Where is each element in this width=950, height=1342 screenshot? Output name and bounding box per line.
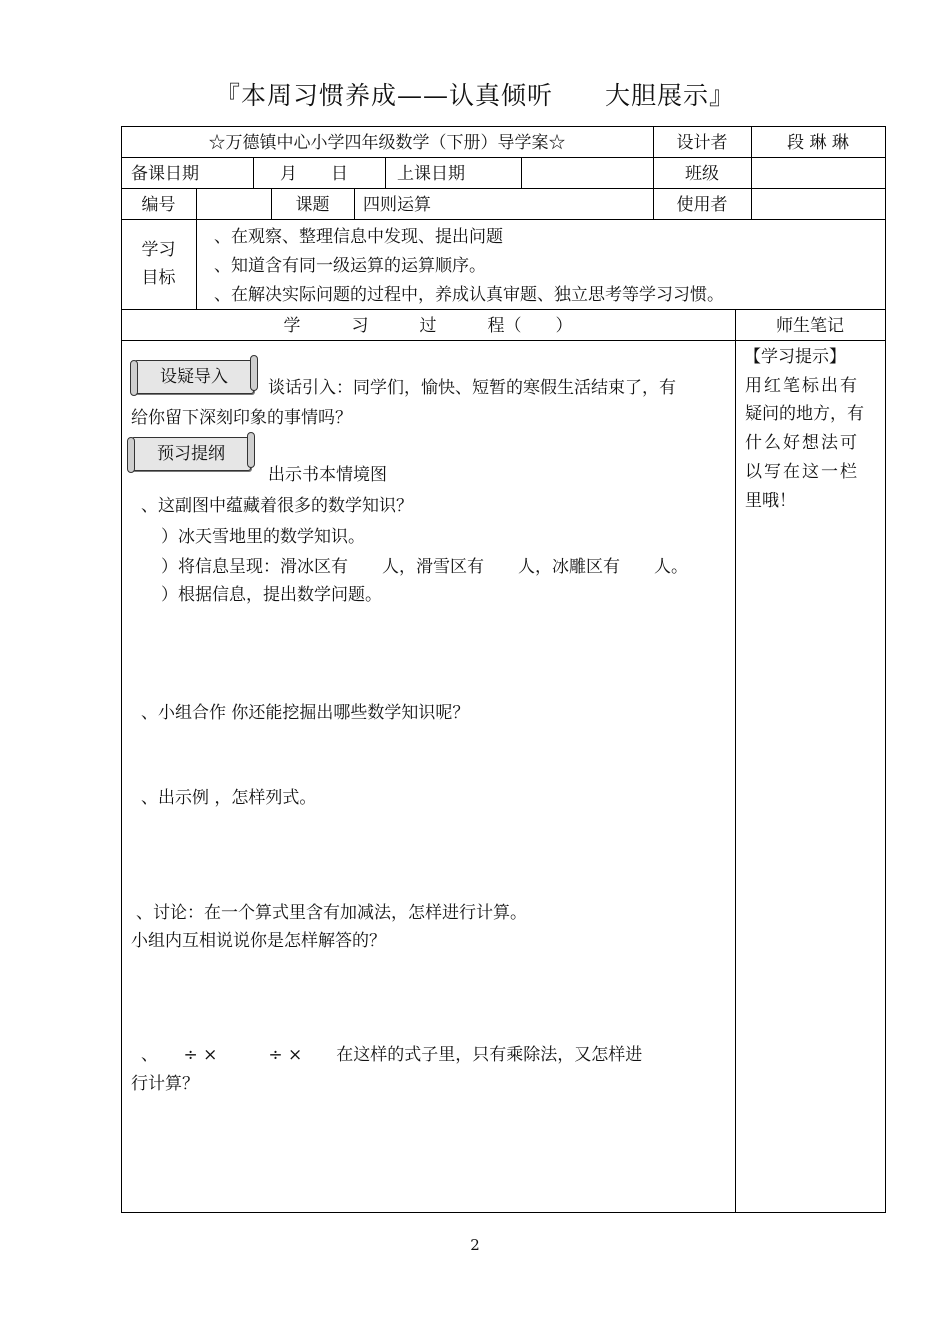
- question-1a: ）冰天雪地里的数学知识。: [161, 527, 365, 547]
- col-divider: [196, 219, 197, 309]
- topic-label: 课题: [295, 195, 330, 215]
- month-day: 月 日: [280, 164, 348, 184]
- col-divider: [385, 157, 386, 188]
- tip-title: 【学习提示】: [744, 347, 846, 367]
- tip-line-4: 以写在这一栏: [745, 462, 859, 482]
- tip-line-3: 什么好想法可: [745, 433, 859, 453]
- tip-line-1: 用红笔标出有: [745, 376, 859, 396]
- table-border-bottom: [121, 1212, 886, 1213]
- page-title: 『本周习惯养成——认真倾听 大胆展示』: [214, 81, 735, 110]
- number-label: 编号: [141, 195, 176, 215]
- process-heading: 学 习 过 程（ ）: [283, 316, 573, 336]
- designer-name: 段 琳 琳: [787, 133, 849, 153]
- col-divider: [354, 188, 355, 219]
- goals-label-1: 学习: [141, 240, 176, 260]
- row-divider: [121, 340, 886, 341]
- question-2: 、小组合作 你还能挖掘出哪些数学知识呢？: [141, 703, 470, 723]
- col-divider: [253, 157, 254, 188]
- preview-text: 出示书本情境图: [268, 465, 387, 485]
- col-divider: [521, 157, 522, 188]
- designer-label: 设计者: [676, 133, 728, 153]
- table-border-top: [121, 126, 886, 127]
- preview-badge: 预习提纲: [131, 437, 251, 471]
- question-1c: ）根据信息，提出数学问题。: [161, 585, 382, 605]
- goal-item-1: 、在观察、整理信息中发现、提出问题: [214, 227, 503, 247]
- question-5-line-2: 行计算？: [131, 1074, 199, 1094]
- table-border-right: [885, 126, 886, 1212]
- question-1: 、这副图中蕴藏着很多的数学知识？: [141, 496, 413, 516]
- notes-heading: 师生笔记: [776, 316, 844, 336]
- user-label: 使用者: [676, 195, 728, 215]
- goal-item-2: 、知道含有同一级运算的运算顺序。: [214, 256, 486, 276]
- goals-label-2: 目标: [141, 268, 176, 288]
- class-date-label: 上课日期: [397, 164, 465, 184]
- goal-item-3: 、在解决实际问题的过程中，养成认真审题、独立思考等学习习惯。: [214, 285, 724, 305]
- row-divider: [121, 219, 886, 220]
- intro-line-1: 谈话引入：同学们，愉快、短暂的寒假生活结束了，有: [268, 378, 676, 398]
- row-divider: [121, 309, 886, 310]
- col-divider: [735, 309, 736, 1212]
- row-divider: [121, 188, 886, 189]
- question-1b: ）将信息呈现：滑冰区有 人，滑雪区有 人，冰雕区有 人。: [161, 557, 688, 577]
- table-border-left: [121, 126, 122, 1212]
- page-number: 2: [470, 1236, 480, 1254]
- question-4-line-2: 小组内互相说说你是怎样解答的？: [131, 931, 386, 951]
- col-divider: [196, 188, 197, 219]
- tip-line-2: 疑问的地方，有: [745, 404, 864, 424]
- prep-date-label: 备课日期: [131, 164, 199, 184]
- topic-value: 四则运算: [363, 195, 431, 215]
- intro-badge: 设疑导入: [134, 360, 254, 394]
- school-title: ☆万德镇中心小学四年级数学（下册）导学案☆: [208, 133, 566, 153]
- question-3: 、出示例 ，怎样列式。: [141, 788, 317, 808]
- question-5-line-1: 、 ÷ × ÷ × 在这样的式子里，只有乘除法，又怎样进: [141, 1045, 643, 1065]
- tip-line-5: 里哦！: [745, 491, 796, 511]
- row-divider: [121, 157, 886, 158]
- intro-line-2: 给你留下深刻印象的事情吗？: [131, 408, 352, 428]
- class-label: 班级: [685, 164, 719, 184]
- question-4-line-1: 、讨论：在一个算式里含有加减法，怎样进行计算。: [136, 903, 527, 923]
